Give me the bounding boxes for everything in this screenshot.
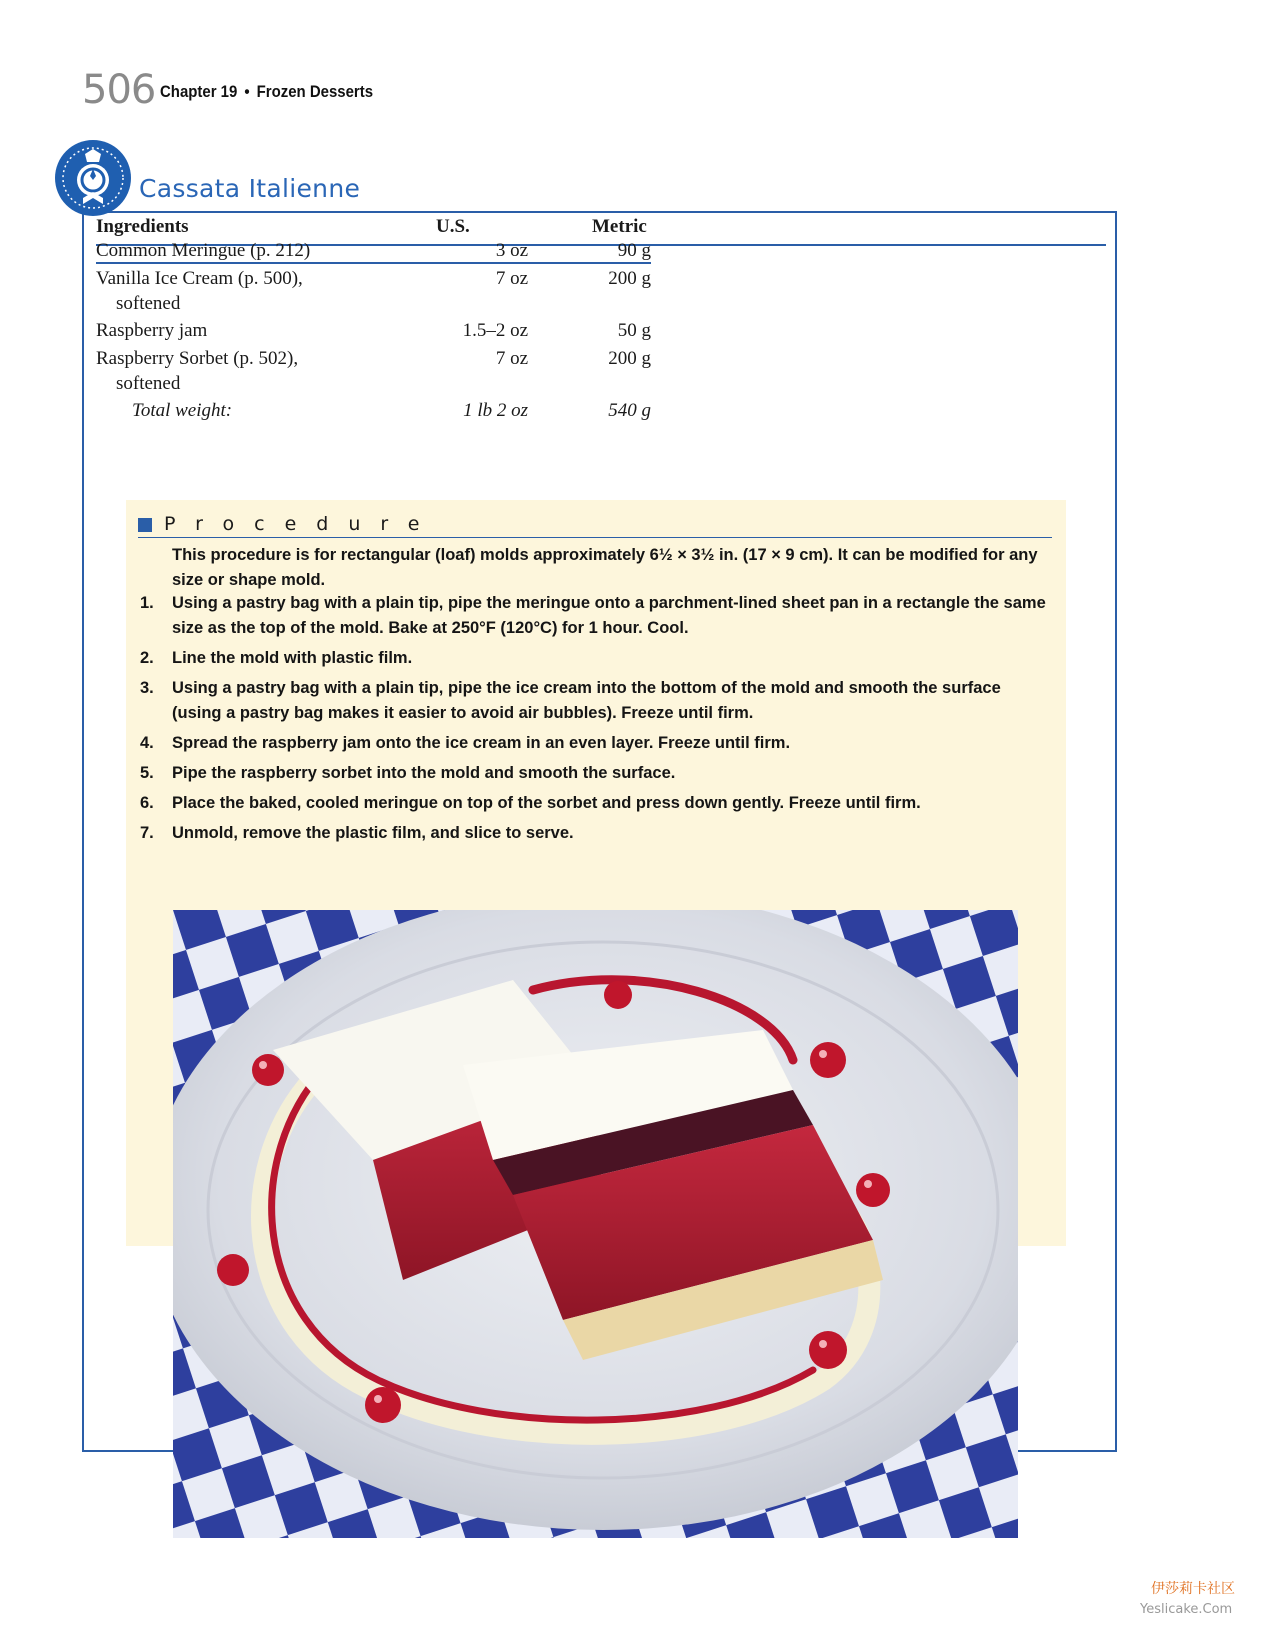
- total-label: Total weight:: [132, 400, 233, 421]
- ingredient-metric: 50 g: [617, 320, 651, 341]
- separator: •: [244, 82, 250, 101]
- ingredient-name: Raspberry Sorbet (p. 502), softened: [96, 348, 299, 394]
- step-number: 5.: [140, 764, 154, 782]
- procedure-title: Procedure: [164, 513, 440, 535]
- header-ingredients: Ingredients: [96, 216, 189, 237]
- ingredient-metric: 200 g: [608, 268, 651, 289]
- ingredient-name: Raspberry jam: [96, 320, 208, 341]
- ingredient-name: Common Meringue (p. 212): [96, 240, 311, 261]
- procedure-step: [140, 821, 1052, 846]
- step-text: Spread the raspberry jam onto the ice cream in an even layer. Freeze until firm.: [172, 734, 791, 752]
- crest-icon: [55, 140, 131, 216]
- procedure-step: [140, 646, 1052, 671]
- ingredient-us: 1.5–2 oz: [462, 320, 528, 341]
- school-crest-logo: [55, 140, 131, 216]
- procedure-step: [140, 591, 1052, 641]
- ingredient-us: 3 oz: [495, 240, 528, 261]
- ingredient-metric: 90 g: [617, 240, 651, 261]
- row-divider: [96, 262, 651, 264]
- header-us: U.S.: [436, 216, 470, 237]
- dessert-photo: [173, 910, 1018, 1538]
- step-text: Using a pastry bag with a plain tip, pipe the ice cream into the bottom of the mold and smooth the surface (using a pastry bag makes it easier to avoid air bubbles). Freeze until firm.: [172, 679, 1001, 722]
- ingredient-us: 7 oz: [495, 268, 528, 289]
- procedure-heading: [138, 513, 1052, 538]
- square-bullet-icon: [138, 518, 152, 532]
- page-number: 506: [82, 67, 156, 113]
- procedure-step: [140, 676, 1052, 726]
- step-text: Pipe the raspberry sorbet into the mold and smooth the surface.: [172, 764, 676, 782]
- watermark-cn: 伊莎莉卡社区: [1151, 1581, 1235, 1597]
- header-metric: Metric: [592, 216, 647, 237]
- step-text: Using a pastry bag with a plain tip, pipe the meringue onto a parchment-lined sheet pan in a rectangle the same size as the top of the mold. Bake at 250°F (120°C) for 1 hour. Cool.: [172, 594, 1046, 637]
- step-number: 7.: [140, 824, 154, 842]
- procedure-step: [140, 731, 1052, 756]
- step-number: 3.: [140, 679, 154, 697]
- step-text: Line the mold with plastic film.: [172, 649, 413, 667]
- ingredient-metric: 200 g: [608, 348, 651, 369]
- step-text: Place the baked, cooled meringue on top of the sorbet and press down gently. Freeze until firm.: [172, 794, 921, 812]
- total-metric: 540 g: [608, 400, 651, 421]
- section-label: Frozen Desserts: [256, 82, 374, 101]
- cassata-plate-image: [173, 910, 1018, 1538]
- procedure-step: [140, 761, 1052, 786]
- procedure-intro: This procedure is for rectangular (loaf) molds approximately 6½ × 3½ in. (17 × 9 cm). It can be modified for any size or shape mold.: [172, 546, 1038, 589]
- ingredient-name: Vanilla Ice Cream (p. 500), softened: [96, 268, 303, 314]
- step-number: 6.: [140, 794, 154, 812]
- procedure-step: [140, 791, 1052, 816]
- step-number: 4.: [140, 734, 154, 752]
- total-us: 1 lb 2 oz: [463, 400, 528, 421]
- recipe-title: Cassata Italienne: [139, 174, 361, 203]
- running-head: [160, 82, 373, 102]
- ingredient-us: 7 oz: [495, 348, 528, 369]
- chapter-label: Chapter 19: [160, 82, 238, 101]
- watermark-en: Yeslicake.Com: [1140, 1602, 1233, 1617]
- step-number: 1.: [140, 594, 154, 612]
- step-text: Unmold, remove the plastic film, and slice to serve.: [172, 824, 574, 842]
- step-number: 2.: [140, 649, 154, 667]
